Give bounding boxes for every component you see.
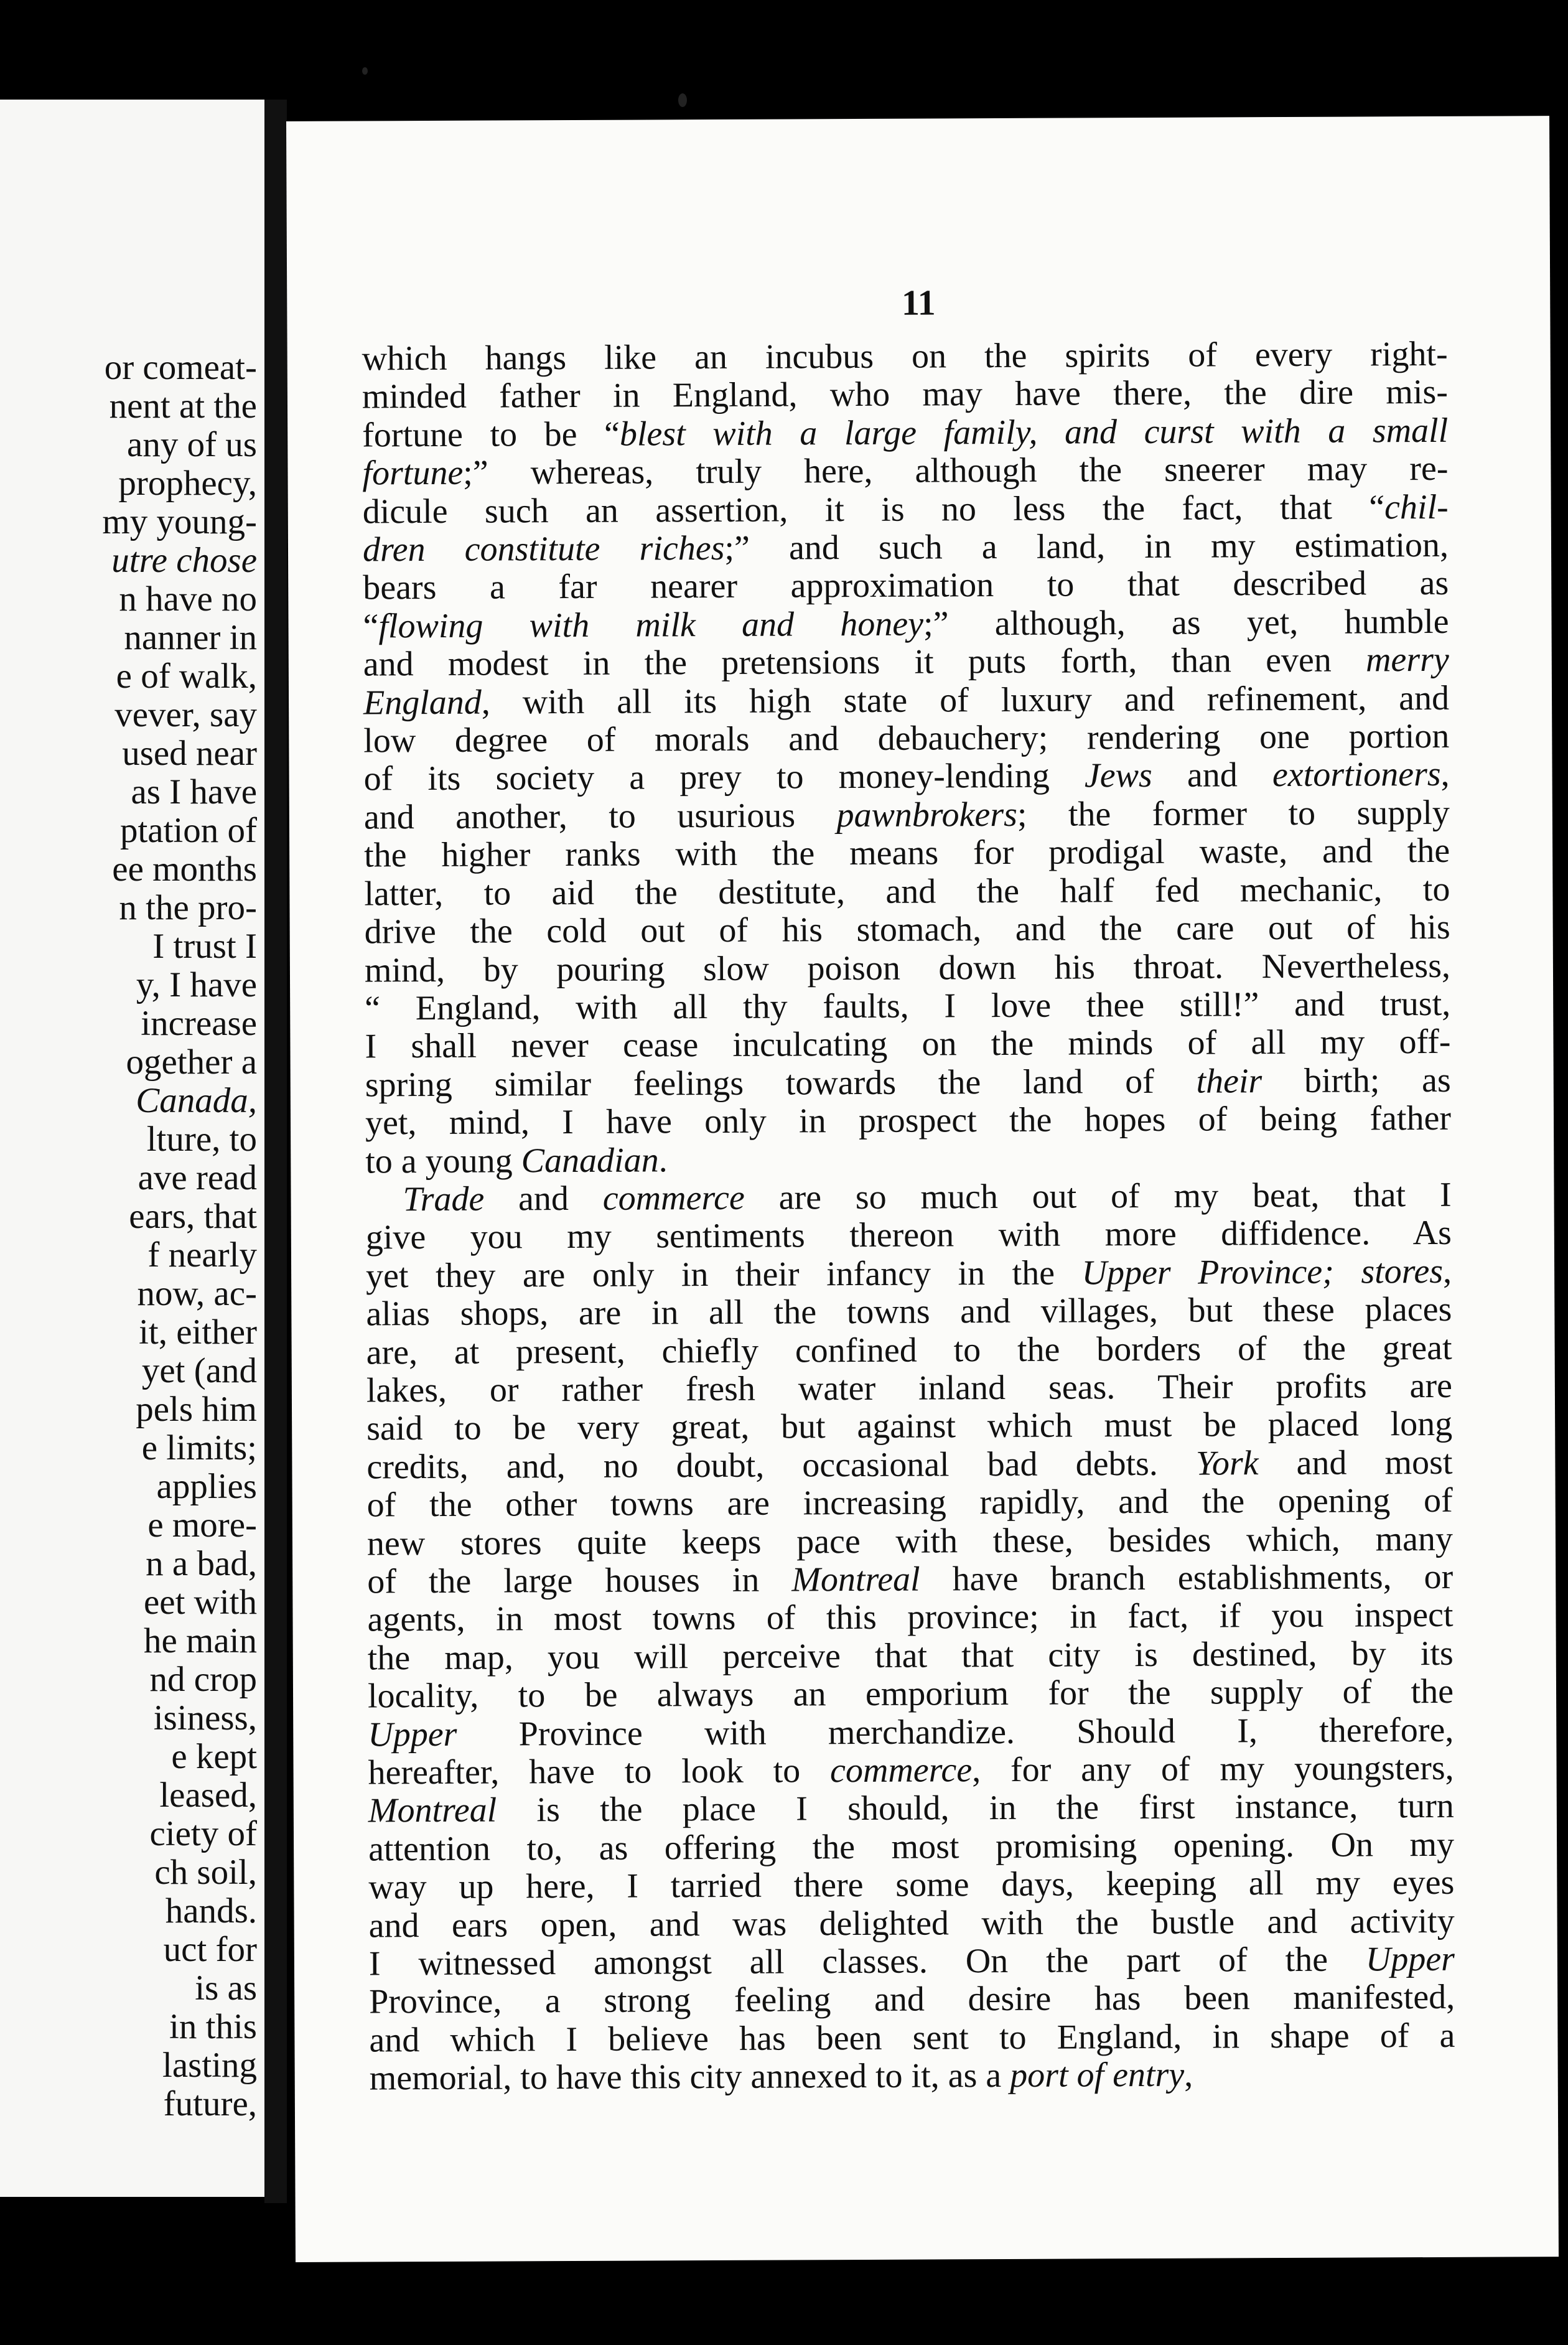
left-page-line: e more- (147, 1505, 257, 1545)
body-text (362, 335, 1455, 2098)
text-line: drive the cold out of his stomach, and the care out of his (364, 907, 1450, 952)
left-page-line: or comeat- (104, 348, 257, 387)
text-line: England, with all its high state of luxury and refinement, and (363, 678, 1450, 723)
text-line: latter, to aid the destitute, and the half fed mechanic, to (364, 869, 1450, 914)
left-page-line: pels him (136, 1390, 257, 1429)
text-line: I shall never cease inculcating on the minds of all my off- (365, 1023, 1451, 1066)
left-page-line: eet with (143, 1583, 257, 1622)
text-line: spring similar feelings towards the land of their birth; as (365, 1060, 1451, 1105)
text-line: the map, you will perceive that that city is destined, by its (367, 1634, 1454, 1678)
left-page-line: I trust I (152, 927, 257, 966)
text-line: Montreal is the place I should, in the first instance, turn (368, 1787, 1454, 1830)
left-page-line: n have no (119, 579, 257, 619)
left-page-line: applies (156, 1467, 257, 1506)
text-line: dicule such an assertion, it is no less the fact, that “chil- (362, 487, 1449, 531)
text-line: fortune to be “blest with a large family, and curst with a small (362, 411, 1449, 455)
left-page-line: in this (169, 2007, 257, 2046)
page-number: 11 (901, 282, 936, 323)
ink-speck (362, 67, 368, 75)
right-page (286, 116, 1559, 2262)
left-page-line: nent at the (109, 386, 257, 426)
left-page-line: is as (195, 1968, 257, 2008)
text-line: and modest in the pretensions it puts forth, than even merry (363, 640, 1449, 684)
left-page-line: now, ac- (137, 1274, 257, 1313)
text-line: yet, mind, I have only in prospect the hopes of being father (365, 1098, 1452, 1143)
text-line: said to be very great, but against which must be placed long (366, 1405, 1453, 1448)
text-line: and another, to usurious pawnbrokers; the former to supply (363, 793, 1450, 837)
text-line: give you my sentiments thereon with more diffidence. As (365, 1214, 1452, 1257)
text-line: “flowing with milk and honey;” although, as yet, humble (363, 602, 1449, 646)
left-page-line: e limits; (141, 1428, 257, 1467)
text-line: are, at present, chiefly confined to the borders of the great (366, 1328, 1452, 1372)
left-page-line: future, (163, 2084, 257, 2123)
left-page-line: utre chose (111, 541, 257, 580)
left-page-line: lasting (162, 2046, 257, 2085)
text-line: credits, and, no doubt, occasional bad debts. York and most (366, 1443, 1453, 1487)
text-line: which hangs like an incubus on the spirits of every right- (362, 334, 1448, 378)
left-page-line: f nearly (147, 1235, 257, 1275)
text-line: Trade and commerce are so much out of my beat, that I (403, 1175, 1452, 1219)
text-line: I witnessed amongst all classes. On the part of the Upper (368, 1939, 1455, 1983)
text-line: of the other towns are increasing rapidly, and the opening of (366, 1481, 1453, 1525)
left-page-line: uct for (163, 1930, 257, 1969)
left-page-line: used near (122, 734, 257, 773)
text-line: of the large houses in Montreal have branch establishments, or (367, 1557, 1454, 1601)
text-line: attention to, as offering the most promising opening. On my (368, 1825, 1455, 1869)
left-page-line: as I have (131, 772, 257, 812)
left-page-line: nanner in (124, 618, 257, 657)
left-page-line: any of us (127, 425, 257, 464)
text-line: alias shops, are in all the towns and villages, but these places (366, 1290, 1452, 1334)
left-page-line: my young- (102, 502, 257, 541)
left-page-line: yet (and (141, 1351, 257, 1390)
left-page-line: ch soil, (154, 1853, 257, 1892)
left-page-line: n the pro- (119, 888, 257, 927)
left-page-line: ptation of (119, 811, 257, 850)
left-page-line: ee months (112, 850, 257, 889)
text-line: low degree of morals and debauchery; rendering one portion (363, 716, 1450, 761)
left-page-line: y, I have (136, 965, 257, 1004)
text-line: “ England, with all thy faults, I love thee still!” and trust, (365, 984, 1451, 1028)
text-line: minded father in England, who may have there, the dire mis- (362, 373, 1449, 416)
text-line: locality, to be always an emporium for the supply of the (367, 1672, 1454, 1716)
text-line: to a young Canadian. (365, 1140, 668, 1181)
text-line: hereafter, have to look to commerce, for any of my youngsters, (368, 1748, 1454, 1792)
left-page-line: increase (141, 1004, 257, 1043)
left-page-line: ave read (138, 1158, 257, 1197)
left-page-line: vever, say (114, 695, 257, 734)
left-page-line: ears, that (129, 1197, 257, 1236)
left-page-line: ogether a (126, 1042, 257, 1082)
left-page-text (102, 349, 257, 2123)
text-line: Province, a strong feeling and desire has been manifested, (369, 1978, 1455, 2021)
left-page-line: hands. (165, 1891, 257, 1931)
left-page-line: Canada, (136, 1081, 257, 1120)
text-line: bears a far nearer approximation to that described as (363, 564, 1449, 607)
text-line: the higher ranks with the means for prodigal waste, and the (364, 831, 1450, 875)
text-line: dren constitute riches;” and such a land, in my estimation, (362, 525, 1449, 569)
left-page (0, 100, 264, 2197)
text-line: and which I believe has been sent to England, in shape of a (369, 2016, 1455, 2060)
text-line: mind, by pouring slow poison down his throat. Nevertheless, (364, 946, 1451, 990)
left-page-line: prophecy, (118, 464, 257, 503)
left-page-line: it, either (139, 1313, 257, 1352)
text-line: Upper Province with merchandize. Should I, therefore, (368, 1710, 1454, 1754)
left-page-line: e of walk, (116, 657, 257, 696)
paragraph-2 (365, 1176, 1455, 2098)
left-page-line: e kept (171, 1737, 257, 1776)
left-page-line: ciety of (149, 1814, 257, 1853)
left-page-line: lture, to (146, 1120, 257, 1159)
text-line: new stores quite keeps pace with these, besides which, many (366, 1519, 1454, 1563)
text-line: of its society a prey to money-lending Jews and extortioners, (363, 755, 1450, 798)
paragraph-1 (362, 335, 1452, 1181)
left-page-line: leased, (159, 1776, 257, 1815)
text-line: fortune;” whereas, truly here, although the sneerer may re- (362, 449, 1449, 493)
book-gutter (264, 100, 287, 2203)
text-line: yet they are only in their infancy in the Upper Province; stores, (365, 1252, 1452, 1296)
text-line: way up here, I tarried there some days, keeping all my eyes (368, 1863, 1455, 1907)
left-page-line: n a bad, (146, 1544, 257, 1583)
ink-speck (678, 93, 687, 107)
text-line: and ears open, and was delighted with the bustle and activity (368, 1901, 1455, 1945)
left-page-line: he main (143, 1621, 257, 1660)
text-line: memorial, to have this city annexed to it, as a port of entry, (369, 2055, 1193, 2098)
text-line: lakes, or rather fresh water inland seas. Their profits are (366, 1366, 1453, 1410)
text-line: agents, in most towns of this province; in fact, if you inspect (367, 1596, 1454, 1639)
left-page-line: nd crop (149, 1660, 257, 1699)
left-page-line: isiness, (153, 1698, 257, 1738)
